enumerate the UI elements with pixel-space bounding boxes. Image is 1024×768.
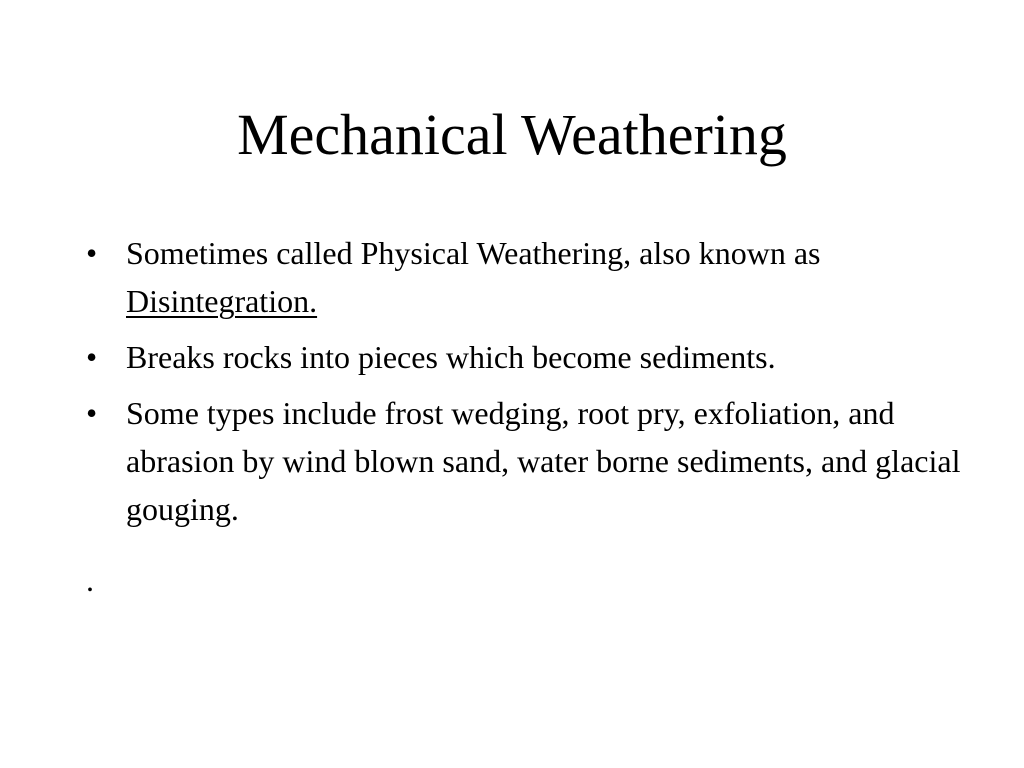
bullet-list <box>86 229 966 541</box>
disintegration-link[interactable]: Disintegration. <box>126 283 318 319</box>
bullet-icon: • <box>86 395 98 431</box>
bullet-item <box>86 229 966 325</box>
bullet-item <box>86 333 966 381</box>
bullet-text: Breaks rocks into pieces which become sediments. <box>126 339 776 375</box>
slide-title: Mechanical Weathering <box>237 102 787 167</box>
bullet-icon: • <box>86 235 98 271</box>
trailing-dot: . <box>86 562 94 598</box>
bullet-icon: • <box>86 339 98 375</box>
bullet-text: Some types include frost wedging, root pry, exfoliation, and abrasion by wind blown sand, water borne sediments, and glacial gouging. <box>126 395 961 527</box>
bullet-text: Sometimes called Physical Weathering, also known as <box>126 235 821 271</box>
bullet-item <box>86 389 966 533</box>
